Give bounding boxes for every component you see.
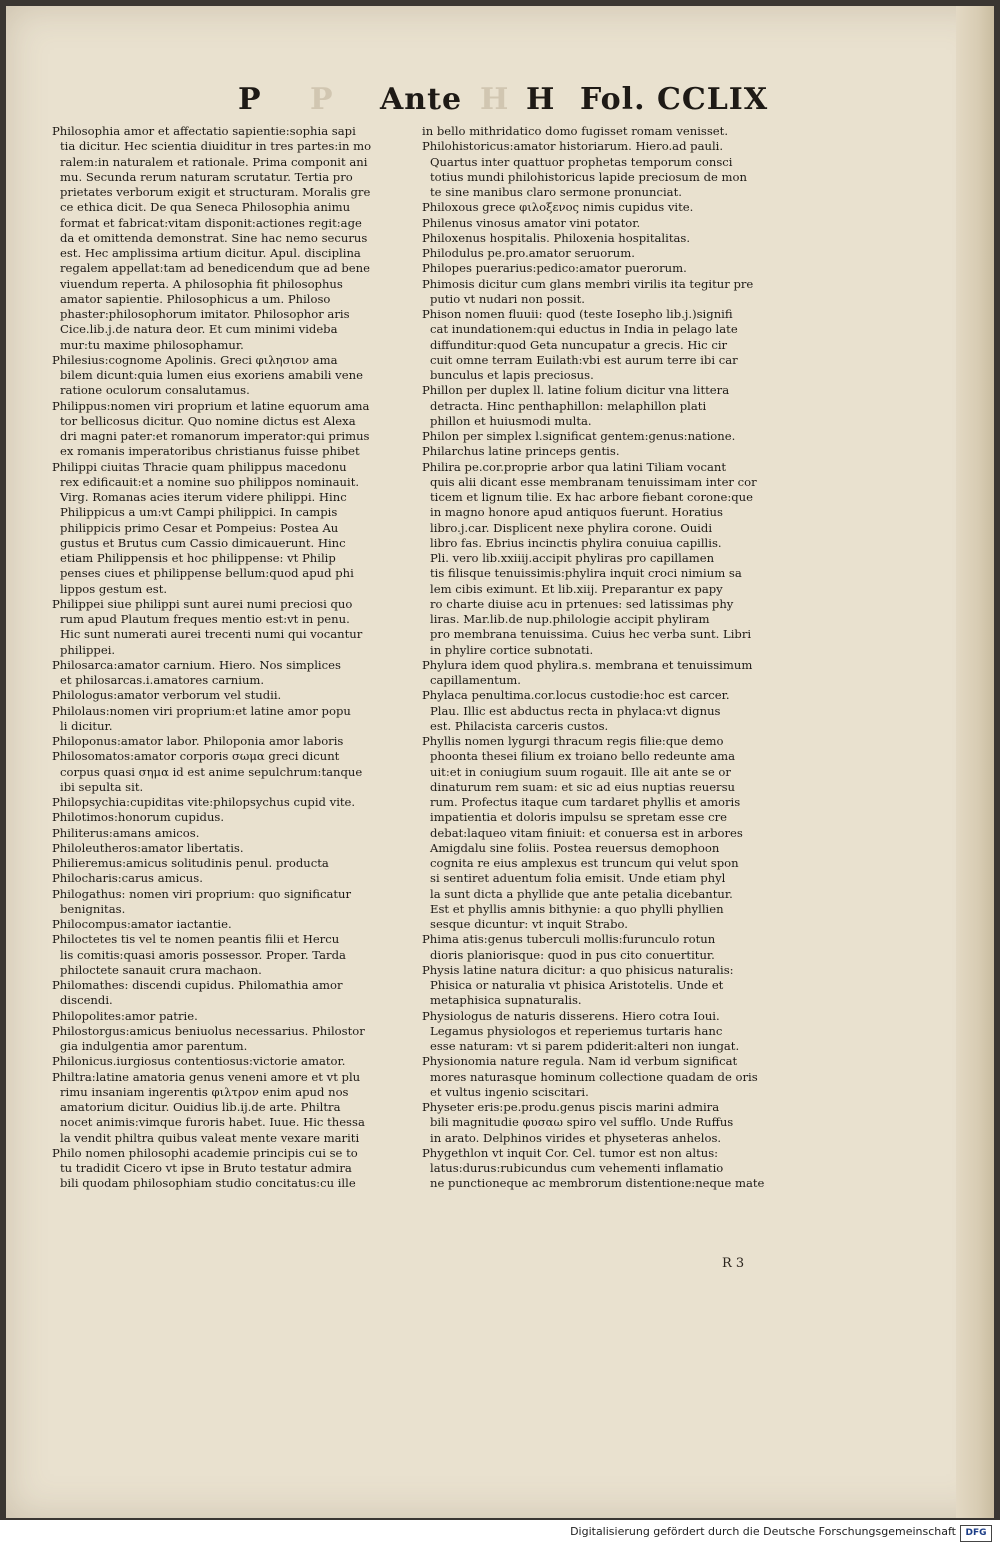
dictionary-entry bbox=[422, 1100, 790, 1146]
entry-line: la sunt dicta a phyllide que ante petalia dicebantur. bbox=[430, 886, 733, 901]
entry-line: Phyllis nomen lygurgi thracum regis filie:que demo bbox=[422, 734, 724, 748]
entry-line: Physiologus de naturis disserens. Hiero cotra Ioui. bbox=[422, 1008, 720, 1023]
entry-line: Philippi ciuitas Thracie quam philippus macedonu bbox=[52, 459, 347, 474]
entry-line: penses ciues et philippense bellum:quod apud phi bbox=[60, 566, 354, 581]
entry-line: Philoxous grece φιλοξενος nimis cupidus vite. bbox=[422, 200, 694, 215]
entry-line: li dicitur. bbox=[60, 718, 113, 733]
entry-line: Philotimos:honorum cupidus. bbox=[52, 810, 225, 825]
dictionary-entry bbox=[422, 460, 790, 658]
entry-line: Philon per simplex l.significat gentem:genus:natione. bbox=[422, 429, 736, 443]
entry-line: Philosomatos:amator corporis σωμα greci dicunt bbox=[52, 749, 340, 764]
entry-line: latus:durus:rubicundus cum vehementi inflamatio bbox=[430, 1161, 724, 1175]
entry-line: Cice.lib.j.de natura deor. Et cum minimi videba bbox=[60, 322, 338, 337]
entry-line: ne punctioneque ac membrorum distentione:neque mate bbox=[430, 1176, 765, 1191]
entry-line: capillamentum. bbox=[430, 673, 521, 687]
dictionary-entry bbox=[422, 658, 790, 689]
entry-line: Physeter eris:pe.produ.genus piscis marini admira bbox=[422, 1100, 720, 1114]
dictionary-entry bbox=[52, 856, 417, 871]
dictionary-entry bbox=[52, 841, 417, 856]
entry-line: etiam Philippensis et hoc philippense: vt Philip bbox=[60, 551, 336, 565]
entry-line: Philtra:latine amatoria genus veneni amore et vt plu bbox=[52, 1069, 361, 1084]
entry-line: et philosarcas.i.amatores carnium. bbox=[60, 673, 265, 687]
dictionary-entry bbox=[422, 277, 790, 308]
entry-line: Phimosis dicitur cum glans membri virilis ita tegitur pre bbox=[422, 276, 754, 291]
entry-line: uit:et in coniugium suum rogauit. Ille ait ante se or bbox=[430, 764, 731, 779]
left-column bbox=[52, 124, 417, 1192]
entry-line: philippicis primo Cesar et Pompeius: Postea Au bbox=[60, 520, 339, 535]
entry-line: Legamus physiologos et reperiemus turtaris hanc bbox=[430, 1023, 723, 1038]
dictionary-entry bbox=[52, 658, 417, 689]
entry-line: bilem dicunt:quia lumen eius exoriens amabili vene bbox=[60, 368, 363, 382]
entry-line: Philieremus:amicus solitudinis penul. producta bbox=[52, 856, 329, 870]
entry-line: Philosophia amor et affectatio sapientie:sophia sapi bbox=[52, 124, 356, 138]
entry-line: totius mundi philohistoricus lapide preciosum de mon bbox=[430, 169, 747, 184]
dictionary-entry bbox=[52, 1024, 417, 1055]
entry-line: tu tradidit Cicero vt ipse in Bruto testatur admira bbox=[60, 1161, 352, 1175]
entry-line: Philira pe.cor.proprie arbor qua latini Tiliam vocant bbox=[422, 459, 727, 474]
entry-line: Amigdalu sine foliis. Postea reuersus demophoon bbox=[430, 840, 720, 855]
entry-line: Philo nomen philosophi academie principis cui se to bbox=[52, 1145, 358, 1160]
dictionary-entry bbox=[52, 704, 417, 735]
entry-line: phillon et huiusmodi multa. bbox=[430, 413, 592, 428]
entry-line: phaster:philosophorum imitator. Philosophor aris bbox=[60, 307, 350, 321]
entry-line: sesque dicuntur: vt inquit Strabo. bbox=[430, 917, 628, 931]
page-edge bbox=[956, 6, 994, 1518]
dictionary-entry bbox=[422, 963, 790, 1009]
entry-line: Philoponus:amator labor. Philoponia amor laboris bbox=[52, 734, 344, 748]
entry-line: Phison nomen fluuii: quod (teste Iosepho lib.j.)signifi bbox=[422, 307, 733, 321]
dictionary-entry bbox=[422, 1146, 790, 1192]
entry-line: benignitas. bbox=[60, 901, 126, 916]
entry-line: ticem et lignum tilie. Ex hac arbore fiebant corone:que bbox=[430, 490, 753, 504]
entry-line: Quartus inter quattuor prophetas temporum consci bbox=[430, 154, 733, 169]
entry-line: Pli. vero lib.xxiiij.accipit phyliras pro capillamen bbox=[430, 551, 715, 565]
dictionary-entry bbox=[422, 1054, 790, 1100]
dictionary-entry bbox=[422, 139, 790, 200]
entry-line: impatientia et doloris impulsu se spretam esse cre bbox=[430, 810, 727, 825]
entry-line: bili magnitudie φυσαω spiro vel sufflo. Unde Ruffus bbox=[430, 1115, 734, 1130]
dictionary-entry bbox=[422, 429, 790, 444]
entry-line: Est et phyllis amnis bithynie: a quo phylli phyllien bbox=[430, 901, 724, 916]
entry-line: dinaturum rem suam: et sic ad eius nuptias reuersu bbox=[430, 779, 736, 794]
header-ghost-right: H bbox=[480, 82, 510, 117]
footer-credit: Digitalisierung gefördert durch die Deutsche Forschungsgemeinschaft bbox=[570, 1525, 956, 1538]
entry-line: debat:laqueo vitam finiuit: et conuersa est in arbores bbox=[430, 825, 743, 840]
entry-line: rum apud Plautum freques mentio est:vt in penu. bbox=[60, 612, 350, 626]
entry-line: in bello mithridatico domo fugisset romam venisset. bbox=[422, 124, 729, 138]
entry-line: liras. Mar.lib.de nup.philologie accipit phyliram bbox=[430, 612, 710, 626]
entry-line: pro membrana tenuissima. Cuius hec verba sunt. Libri bbox=[430, 627, 752, 642]
entry-line: discendi. bbox=[60, 993, 113, 1008]
entry-line: nocet animis:vimque furoris habet. Iuue. Hic thessa bbox=[60, 1115, 365, 1130]
entry-line: mores naturasque hominum collectione quadam de oris bbox=[430, 1069, 758, 1084]
entry-line: Philiterus:amans amicos. bbox=[52, 825, 200, 840]
entry-line: putio vt nudari non possit. bbox=[430, 291, 585, 306]
dictionary-entry bbox=[52, 826, 417, 841]
entry-line: corpus quasi σημα id est anime sepulchrum:tanque bbox=[60, 764, 363, 779]
entry-line: rum. Profectus itaque cum tardaret phyllis et amoris bbox=[430, 795, 741, 809]
entry-line: format et fabricat:vitam disponit:actiones regit:age bbox=[60, 215, 362, 230]
dictionary-entry bbox=[52, 688, 417, 703]
entry-line: in arato. Delphinos virides et physeteras anhelos. bbox=[430, 1130, 722, 1145]
entry-line: Philopsychia:cupiditas vite:philopsychus cupid vite. bbox=[52, 795, 356, 809]
entry-line: ratione oculorum consalutamus. bbox=[60, 383, 250, 398]
entry-line: si sentiret aduentum folia emisit. Unde etiam phyl bbox=[430, 871, 726, 886]
entry-line: est. Hec amplissima artium dicitur. Apul. disciplina bbox=[60, 246, 361, 260]
entry-line: mu. Secunda rerum naturam scrutatur. Tertia pro bbox=[60, 169, 353, 184]
entry-line: est. Philacista carceris custos. bbox=[430, 718, 609, 733]
header-ghost-left: P bbox=[310, 82, 334, 117]
entry-line: Philomathes: discendi cupidus. Philomathia amor bbox=[52, 978, 343, 992]
running-header bbox=[230, 82, 790, 122]
dictionary-entry bbox=[52, 734, 417, 749]
dictionary-entry bbox=[52, 917, 417, 932]
entry-line: tia dicitur. Hec scientia diuiditur in tres partes:in mo bbox=[60, 139, 372, 154]
entry-line: Philippus:nomen viri proprium et latine equorum ama bbox=[52, 398, 370, 413]
dictionary-entry bbox=[422, 246, 790, 261]
entry-line: Philesius:cognome Apolinis. Greci φιλησιον ama bbox=[52, 352, 338, 367]
dictionary-entry bbox=[52, 810, 417, 825]
entry-line: amatorium dicitur. Ouidius lib.ij.de arte. Philtra bbox=[60, 1100, 341, 1114]
dfg-logo: DFG bbox=[960, 1525, 992, 1542]
header-folio: Fol. CCLIX bbox=[580, 82, 769, 117]
dictionary-entry bbox=[52, 1009, 417, 1024]
entry-line: gia indulgentia amor parentum. bbox=[60, 1039, 248, 1053]
entry-line: Philarchus latine princeps gentis. bbox=[422, 444, 620, 459]
entry-line: philippei. bbox=[60, 642, 116, 657]
dictionary-entry bbox=[422, 1009, 790, 1055]
entry-line: ex romanis imperatoribus christianus fuisse phibet bbox=[60, 444, 360, 459]
entry-line: lippos gestum est. bbox=[60, 581, 168, 596]
entry-line: amator sapientie. Philosophicus a um. Philoso bbox=[60, 291, 331, 306]
dictionary-entry bbox=[52, 597, 417, 658]
entry-line: Phylura idem quod phylira.s. membrana et tenuissimum bbox=[422, 657, 753, 672]
entry-line: Philogathus: nomen viri proprium: quo significatur bbox=[52, 886, 352, 901]
dictionary-entry bbox=[52, 1146, 417, 1192]
entry-line: libro fas. Ebrius incinctis phylira conuiua capillis. bbox=[430, 535, 722, 550]
entry-line: da et omittenda demonstrat. Sine hac nemo securus bbox=[60, 230, 368, 245]
entry-line: te sine manibus claro sermone pronunciat. bbox=[430, 185, 682, 199]
header-word: Ante bbox=[380, 82, 463, 117]
entry-line: ro charte diuise acu in prtenues: sed latissimas phy bbox=[430, 596, 734, 611]
entry-line: Hic sunt numerati aurei trecenti numi qui vocantur bbox=[60, 627, 363, 642]
entry-line: prietates verborum exigit et structuram. Moralis gre bbox=[60, 185, 371, 199]
dictionary-entry bbox=[52, 353, 417, 399]
entry-line: Phylaca penultima.cor.locus custodie:hoc est carcer. bbox=[422, 688, 730, 703]
entry-line: ibi sepulta sit. bbox=[60, 779, 144, 794]
dictionary-entry bbox=[422, 307, 790, 383]
header-right-letter: H bbox=[526, 82, 556, 117]
entry-line: tor bellicosus dicitur. Quo nomine dictus est Alexa bbox=[60, 413, 356, 428]
footer-bar bbox=[0, 1520, 1000, 1546]
entry-line: metaphisica supnaturalis. bbox=[430, 993, 582, 1008]
right-column bbox=[422, 124, 790, 1192]
entry-line: dri magni pater:et romanorum imperator:qui primus bbox=[60, 429, 370, 443]
entry-line: gustus et Brutus cum Cassio dimicauerunt. Hinc bbox=[60, 535, 346, 550]
entry-line: Philohistoricus:amator historiarum. Hiero.ad pauli. bbox=[422, 139, 724, 154]
dictionary-entry bbox=[52, 871, 417, 886]
entry-line: cuit omne terram Euilath:vbi est aurum terre ibi car bbox=[430, 352, 738, 367]
entry-line: Philopolites:amor patrie. bbox=[52, 1008, 198, 1023]
dictionary-entry bbox=[422, 734, 790, 932]
entry-line: in magno honore apud antiquos fuerunt. Horatius bbox=[430, 505, 723, 520]
entry-line: bili quodam philosophiam studio concitatus:cu ille bbox=[60, 1176, 356, 1191]
signature-mark: R 3 bbox=[722, 1256, 745, 1271]
entry-line: rimu insaniam ingerentis φιλτρον enim apud nos bbox=[60, 1084, 349, 1099]
dictionary-entry bbox=[52, 1070, 417, 1146]
entry-line: diffunditur:quod Geta nuncupatur a grecis. Hic cir bbox=[430, 337, 728, 352]
dictionary-entry bbox=[52, 978, 417, 1009]
entry-line: tis filisque tenuissimis:phylira inquit croci nimium sa bbox=[430, 566, 742, 581]
dictionary-entry bbox=[422, 383, 790, 429]
entry-line: Philopes puerarius:pedico:amator puerorum. bbox=[422, 261, 687, 276]
entry-line: Phisica or naturalia vt phisica Aristotelis. Unde et bbox=[430, 978, 724, 992]
entry-line: Philosarca:amator carnium. Hiero. Nos simplices bbox=[52, 657, 341, 672]
entry-line: Phygethlon vt inquit Cor. Cel. tumor est non altus: bbox=[422, 1145, 719, 1160]
entry-line: phoonta thesei filium ex troiano bello redeunte ama bbox=[430, 749, 736, 764]
entry-line: esse naturam: vt si parem pdiderit:alteri non iungat. bbox=[430, 1039, 740, 1053]
entry-line: Philonicus.iurgiosus contentiosus:victorie amator. bbox=[52, 1054, 346, 1069]
entry-line: Philodulus pe.pro.amator seruorum. bbox=[422, 246, 635, 260]
entry-line: detracta. Hinc penthaphillon: melaphillon plati bbox=[430, 398, 707, 413]
entry-line: regalem appellat:tam ad benedicendum que ad bene bbox=[60, 261, 370, 276]
entry-line: cognita re eius amplexus est truncum qui velut spon bbox=[430, 856, 739, 870]
dictionary-entry bbox=[422, 444, 790, 459]
dictionary-entry bbox=[52, 749, 417, 795]
dictionary-entry bbox=[52, 795, 417, 810]
entry-line: Philocharis:carus amicus. bbox=[52, 871, 203, 886]
entry-line: libro.j.car. Displicent nexe phylira corone. Ouidi bbox=[430, 520, 713, 535]
entry-line: Physionomia nature regula. Nam id verbum significat bbox=[422, 1054, 738, 1069]
entry-line: Physis latine natura dicitur: a quo phisicus naturalis: bbox=[422, 962, 734, 977]
entry-line: ce ethica dicit. De qua Seneca Philosophia animu bbox=[60, 200, 351, 215]
entry-line: Philolaus:nomen viri proprium:et latine amor popu bbox=[52, 703, 351, 718]
entry-line: bunculus et lapis preciosus. bbox=[430, 368, 594, 382]
entry-line: in phylire cortice subnotati. bbox=[430, 642, 594, 657]
entry-line: rex edificauit:et a nomine suo philippos nominauit. bbox=[60, 474, 360, 489]
entry-line: et vultus ingenio sciscitari. bbox=[430, 1084, 589, 1099]
entry-line: Philologus:amator verborum vel studii. bbox=[52, 688, 282, 703]
dictionary-entry bbox=[52, 460, 417, 597]
entry-line: la vendit philtra quibus valeat mente vexare mariti bbox=[60, 1130, 360, 1145]
dictionary-entry bbox=[422, 124, 790, 139]
entry-line: Plau. Illic est abductus recta in phylaca:vt dignus bbox=[430, 703, 721, 718]
entry-line: Philoctetes tis vel te nomen peantis filii et Hercu bbox=[52, 932, 340, 947]
entry-line: Philippei siue philippi sunt aurei numi preciosi quo bbox=[52, 596, 353, 611]
entry-line: lem cibis eximunt. Et lib.xiij. Preparantur ex papy bbox=[430, 581, 723, 596]
entry-line: Philostorgus:amicus beniuolus necessarius. Philostor bbox=[52, 1023, 365, 1038]
entry-line: lis comitis:quasi amoris possessor. Proper. Tarda bbox=[60, 947, 346, 962]
header-left-letter: P bbox=[238, 82, 262, 117]
dictionary-entry bbox=[52, 932, 417, 978]
dictionary-entry bbox=[422, 688, 790, 734]
entry-line: Phima atis:genus tuberculi mollis:furunculo rotun bbox=[422, 932, 716, 947]
entry-line: viuendum reperta. A philosophia fit philosophus bbox=[60, 276, 343, 291]
entry-line: Philocompus:amator iactantie. bbox=[52, 917, 232, 931]
dictionary-entry bbox=[422, 231, 790, 246]
dictionary-entry bbox=[52, 1054, 417, 1069]
entry-line: quis alii dicant esse membranam tenuissimam inter cor bbox=[430, 474, 757, 489]
entry-line: ralem:in naturalem et rationale. Prima componit ani bbox=[60, 154, 368, 169]
entry-line: Philippicus a um:vt Campi philippici. In campis bbox=[60, 505, 338, 520]
entry-line: dioris planiorisque: quod in pus cito conuertitur. bbox=[430, 947, 715, 962]
dictionary-entry bbox=[422, 216, 790, 231]
dictionary-entry bbox=[52, 124, 417, 353]
entry-line: philoctete sanauit crura machaon. bbox=[60, 962, 262, 977]
entry-line: Philenus vinosus amator vini potator. bbox=[422, 215, 641, 230]
dictionary-entry bbox=[422, 200, 790, 215]
dictionary-entry bbox=[52, 887, 417, 918]
entry-line: Virg. Romanas acies iterum videre philippi. Hinc bbox=[60, 490, 347, 504]
entry-line: Philoxenus hospitalis. Philoxenia hospitalitas. bbox=[422, 230, 691, 245]
dictionary-entry bbox=[52, 399, 417, 460]
dictionary-entry bbox=[422, 932, 790, 963]
entry-line: Philoleutheros:amator libertatis. bbox=[52, 840, 244, 855]
entry-line: Phillon per duplex ll. latine folium dicitur vna littera bbox=[422, 383, 730, 398]
entry-line: mur:tu maxime philosophamur. bbox=[60, 337, 244, 352]
entry-line: cat inundationem:qui eductus in India in pelago late bbox=[430, 322, 738, 337]
dictionary-entry bbox=[422, 261, 790, 276]
